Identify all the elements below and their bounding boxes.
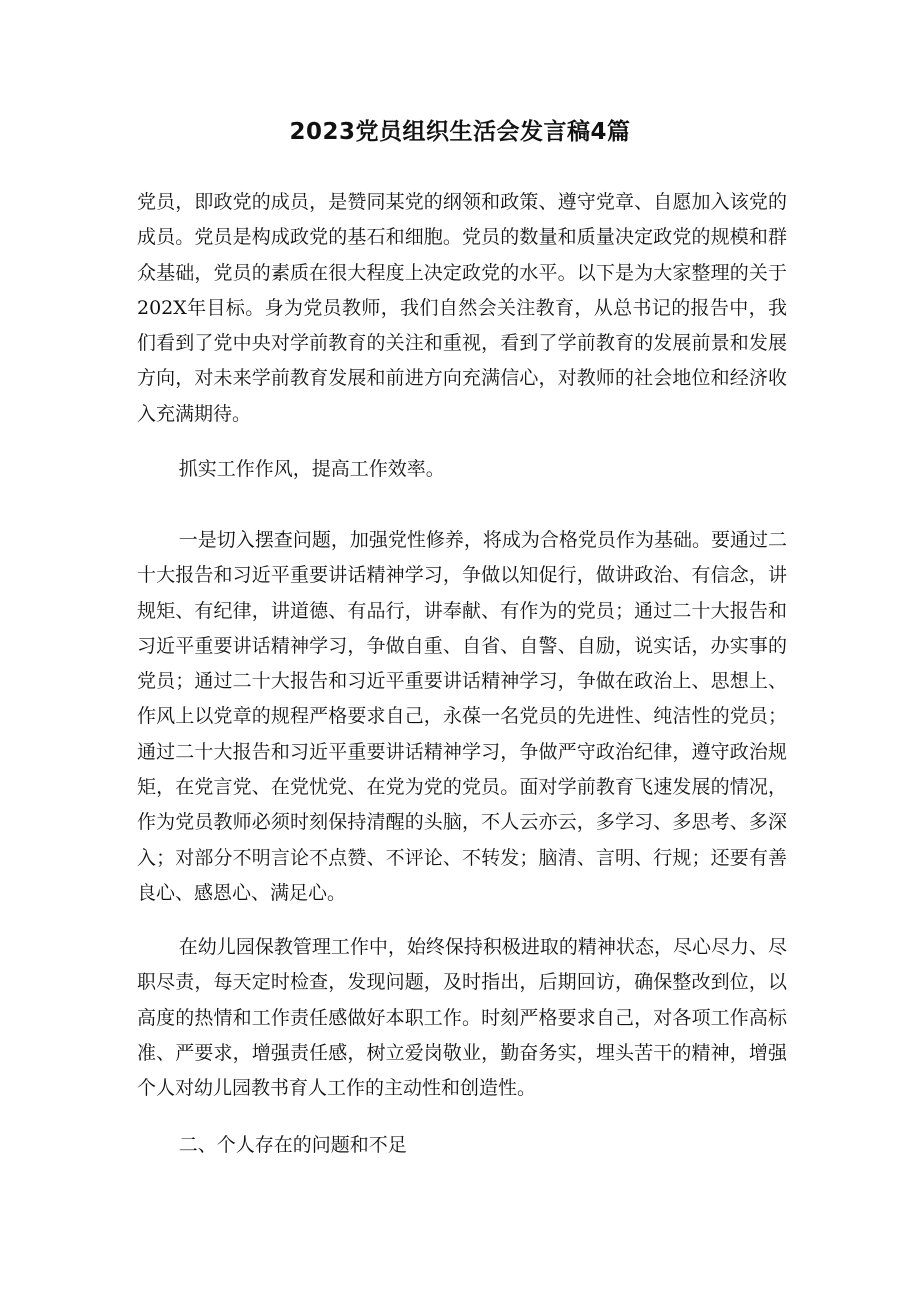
paragraph-work-style: 抓实工作作风，提高工作效率。 <box>178 458 445 480</box>
paragraph-point-one: 一是切入摆查问题，加强党性修养，将成为合格党员作为基础。要通过二十大报告和习近平重要讲话精神学习，争做以知促行，做讲政治、有信念，讲规矩、有纪律，讲道德、有品行，讲奉献、有作为的党员；通过二十大报告和习近平重要讲话精神学习，争做自重、自省、自警、自励，说实话，办实事的党员；通过二十大报告和习近平重要讲话精神学习，争做在政治上、思想上、作风上以党章的规程严格要求自己，永葆一名党员的先进性、纯洁性的党员；通过二十大报告和习近平重要讲话精神学习，争做严守政治纪律，遵守政治规矩，在党言党、在党忧党、在党为党的党员。面对学前教育飞速发展的情况，作为党员教师必须时刻保持清醒的头脑，不人云亦云，多学习、多思考、多深入；对部分不明言论不点赞、不评论、不转发；脑清、言明、行规；还要有善良心、感恩心、满足心。 <box>137 529 787 904</box>
section-heading-problems: 二、个人存在的问题和不足 <box>178 1134 407 1156</box>
paragraph-kindergarten-work: 在幼儿园保教管理工作中，始终保持积极进取的精神状态，尽心尽力、尽职尽责，每天定时检查，发现问题，及时指出，后期回访，确保整改到位，以高度的热情和工作责任感做好本职工作。时刻严格要求自己，对各项工作高标准、严要求，增强责任感，树立爱岗敬业，勤奋务实，埋头苦干的精神，增强个人对幼儿园教书育人工作的主动性和创造性。 <box>137 936 787 1100</box>
paragraph-intro: 党员，即政党的成员，是赞同某党的纲领和政策、遵守党章、自愿加入该党的成员。党员是构成政党的基石和细胞。党员的数量和质量决定政党的规模和群众基础，党员的素质在很大程度上决定政党的水平。以下是为大家整理的关于202X年目标。身为党员教师，我们自然会关注教育，从总书记的报告中，我们看到了党中央对学前教育的关注和重视，看到了学前教育的发展前景和发展方向，对未来学前教育发展和前进方向充满信心，对教师的社会地位和经济收入充满期待。 <box>137 191 787 425</box>
document-title: 2023党员组织生活会发言稿4篇 <box>289 119 631 145</box>
